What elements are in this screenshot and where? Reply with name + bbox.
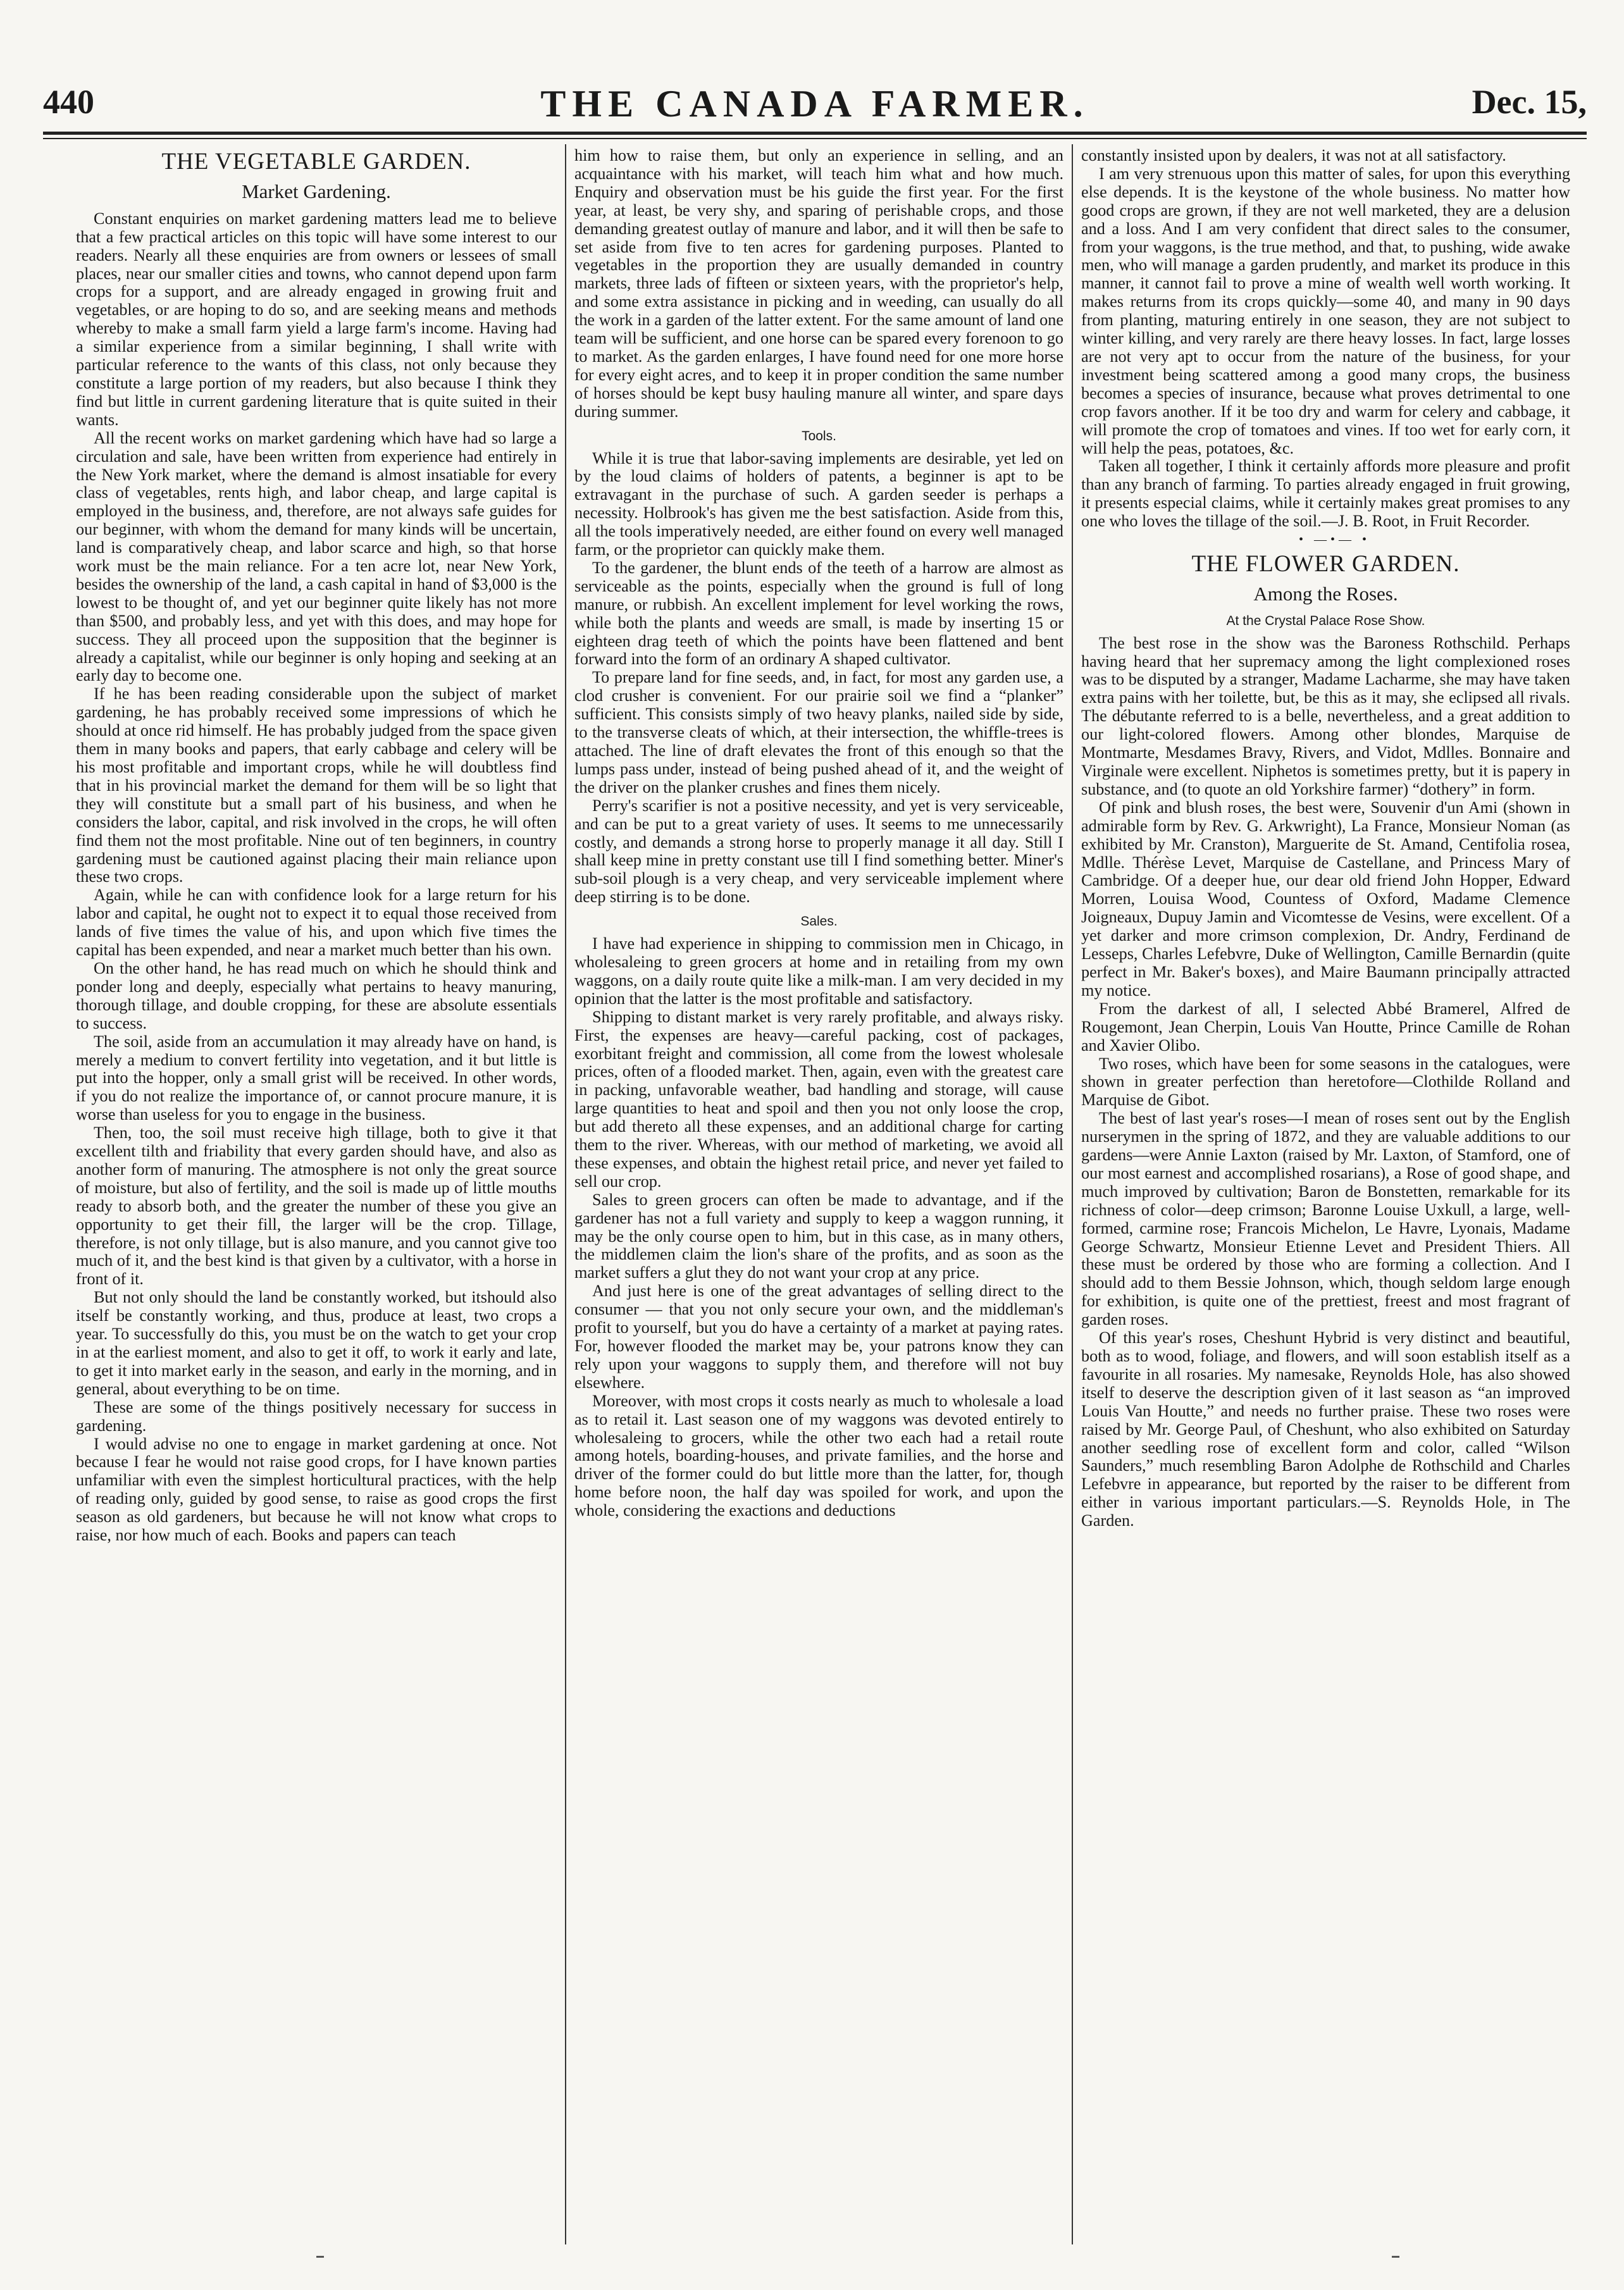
paragraph: Of pink and blush roses, the best were, Souvenir d'un Ami (shown in admirable form by Rev. G. Arkwright), La France, Monsieur Noman (as exhibited by Mr. Cranston), Marguerite de St. Amand, Centifolia rosea, Mdlle. Thérèse Levet, Marquise de Castellane, and Princess Mary of Cambridge. Of a deeper hue, our dear old friend John Hopper, Edward Morren, Louisa Wood, Countess of Oxford, Madame Clemence Joigneaux, Dupuy Jamin and Vicomtesse de Vesins, were excellent. Of a yet darker and more crimson complexion, Dr. Andry, Ferdinand de Lesseps, Charles Lefebvre, Duke of Wellington, Camille Bernardin (quite perfect in Mr. Baker's boxes), and Maire Baumann principally attracted my notice. xyxy=(1081,798,1570,1000)
column-3 xyxy=(1081,147,1570,2241)
paragraph: I am very strenuous upon this matter of sales, for upon this everything else depends. It is the keystone of the whole business. No matter how good crops are grown, if they are not well marketed, they are a delusion and a loss. And I am very confident that direct sales to the consumer, from your waggons, is the true method, and that, to pushing, wide awake men, who will manage a garden prudently, and market its produce in this manner, it cannot fail to prove a mine of wealth well worth working. It makes returns from its crops quickly—some 40, and many in 90 days from planting, maturing entirely in one season, they are not subject to winter killing, and very rarely are there heavy losses. In fact, large losses are not very apt to occur from the nature of the business, for your investment being scattered among a good many crops, the business becomes a species of insurance, because what proves detrimental to one crop favors another. If it be too dry and warm for celery and cabbage, it will promote the crop of tomatoes and vines. If too wet for early corn, it will help the peas, potatoes, &c. xyxy=(1081,164,1570,457)
paragraph: Taken all together, I think it certainly affords more pleasure and profit than any branch of farming. To parties already engaged in fruit growing, it presents especial claims, while it certainly makes great promises to any one who loves the tillage of the soil.—J. B. Root, in Fruit Recorder. xyxy=(1081,457,1570,531)
footer-mark-right xyxy=(1392,2256,1399,2258)
header-rule-thin xyxy=(43,138,1587,139)
paragraph: I have had experience in shipping to commission men in Chicago, in wholesaleing to green grocers at home and in retailing from my own waggons, on a daily route quite like a milk-man. I am very decided in my opinion that the latter is the most profitable and satisfactory. xyxy=(574,934,1063,1008)
paragraph: All the recent works on market gardening which have had so large a circulation and sale, have been written from experience had entirely in the New York market, where the demand is almost insatiable for every class of vegetables, rents high, and labor cheap, and large capital is employed in the business, and, therefore, are not always safe guides for our beginner, with whom the demand for many kinds will be uncertain, land is comparatively cheap, and labor scarce and high, so that horse work must be the main reliance. For a ten acre lot, near New York, besides the ownership of the land, a cash capital in hand of $3,000 is the lowest to be thought of, and yet our beginner quite likely has not more than $500, and probably less, and yet with this does, and may hope for success. They all proceed upon the supposition that the beginner is already a capitalist, while our beginner is only hoping and seeking at an early day to become one. xyxy=(76,428,557,685)
paragraph: The best rose in the show was the Baroness Rothschild. Perhaps having heard that her supremacy among the light complexioned roses was to be disputed by a stranger, Madame Lacharme, she may have taken extra pains with her toilette, but, be this as it may, she eclipsed all rivals. The débutante referred to is a belle, nevertheless, and a great addition to our light-colored flowers. Among other blondes, Marquise de Montmarte, Mesdames Bravy, Rivers, and Vidot, Mdlles. Bonnaire and Virginale were excellent. Niphetos is sometimes pretty, but it is papery in substance, and (to quote an old Yorkshire farmer) “dothery” in form. xyxy=(1081,633,1570,798)
paragraph: If he has been reading considerable upon the subject of market gardening, he has probably received some impressions of which he should at once rid himself. He has probably judged from the space given them in many books and papers, that early cabbage and celery will be his most profitable and important crops, while he will doubtless find that in his provincial market the demand for them will be so light that they will constitute but a small part of his business, and when he considers the labor, capital, and risk involved in the crops, he will often find them not the most profitable. Nine out of ten beginners, in country gardening must be cautioned against placing their main reliance upon these two crops. xyxy=(76,684,557,886)
article-title: Market Gardening. xyxy=(242,180,391,202)
paragraph: Then, too, the soil must receive high tillage, both to give it that excellent tilth and friability that every garden should have, and also as another form of manuring. The atmosphere is not only the great source of moisture, but also of fertility, and the soil is made up of little mouths ready to absorb both, and the greater the number of these you give an opportunity to get their fill, the larger will be the crop. Tillage, therefore, is not only tillage, but is also manure, and you cannot give too much of it, and the best kind is that given by a cultivator, with a horse in front of it. xyxy=(76,1123,557,1289)
column-divider-1 xyxy=(565,144,566,2244)
paragraph: Constant enquiries on market gardening matters lead me to believe that a few practical articles on this topic will have some interest to our readers. Nearly all these enquiries are from owners or lessees of small places, near our smaller cities and towns, who cannot depend upon farm crops for a support, and are already engaged in growing fruit and vegetables, or are hoping to do so, and are seeking means and methods whereby to make a small farm yield a large farm's income. Having had a similar experience from a similar beginning, I shall write with particular reference to the wants of this class, not only because they constitute a large portion of my readers, but also because I think they find but little in current gardening literature that is quite suited in their wants. xyxy=(76,209,557,429)
subheading: At the Crystal Palace Rose Show. xyxy=(1226,613,1425,628)
paragraph: And just here is one of the great advantages of selling direct to the consumer — that you not only secure your own, and the middleman's profit to yourself, but you do have a certainty of a market at paying rates. For, however flooded the market may be, your patrons know they can rely upon your waggons to supply them, and therefore will not buy elsewhere. xyxy=(574,1282,1063,1392)
paragraph: Again, while he can with confidence look for a large return for his labor and capital, he ought not to expect it to equal those received from lands of five times the value of his, and upon which five times the capital has been expended, and near a market much better than his own. xyxy=(76,886,557,960)
newspaper-title: THE CANADA FARMER. xyxy=(540,83,1089,125)
paragraph: From the darkest of all, I selected Abbé Bramerel, Alfred de Rougemont, Jean Cherpin, Louis Van Houtte, Prince Camille de Rohan and Xavier Olibo. xyxy=(1081,999,1570,1055)
paragraph: To the gardener, the blunt ends of the teeth of a harrow are almost as serviceable as the points, especially when the ground is full of long manure, or rubbish. An excellent implement for level working the rows, while both the plants and weeds are small, is made by inserting 15 or eighteen drag teeth of which the points have been flattened and bent forward into the form of an ordinary A shaped cultivator. xyxy=(574,558,1063,669)
paragraph: While it is true that labor-saving implements are desirable, yet led on by the loud claims of holders of patents, a beginner is apt to be extravagant in the purchase of such. A garden seeder is perhaps a necessity. Holbrook's has given me the best satisfaction. Aside from this, all the tools imperatively needed, are either found on every well managed farm, or the proprietor can quickly make them. xyxy=(574,449,1063,559)
article-title: Among the Roses. xyxy=(1253,582,1398,605)
subheading: Sales. xyxy=(800,914,838,929)
paragraph: The soil, aside from an accumulation it may already have on hand, is merely a medium to convert fertility into vegetation, and it but little is put into the hopper, only a small grist will be received. In other words, if you do not realize the importance of, or cannot procure manure, it is worse than useless for you to engage in the business. xyxy=(76,1032,557,1124)
issue-date: Dec. 15, xyxy=(1472,83,1587,121)
masthead xyxy=(43,82,1587,133)
separator-ornament: • —•— • xyxy=(1298,533,1370,547)
paragraph: Two roses, which have been for some seasons in the catalogues, were shown in greater perfection than heretofore—Clothilde Rolland and Marquise de Gibot. xyxy=(1081,1054,1570,1110)
section-heading: THE FLOWER GARDEN. xyxy=(1191,550,1460,577)
header-rule-thick xyxy=(43,132,1587,135)
paragraph: These are some of the things positively necessary for success in gardening. xyxy=(76,1397,557,1435)
page-number: 440 xyxy=(43,83,94,121)
paragraph: Perry's scarifier is not a positive necessity, and yet is very serviceable, and can be put to a great variety of uses. It seems to me unnecessarily costly, and demands a strong horse to properly manage it all day. Still I shall keep mine in pretty constant use till I find something better. Miner's sub-soil plough is a very cheap, and very serviceable implement where deep stirring is to be done. xyxy=(574,796,1063,907)
paragraph: Moreover, with most crops it costs nearly as much to wholesale a load as to retail it. Last season one of my waggons was devoted entirely to wholesaleing to grocers, while the other two each had a retail route among hotels, boarding-houses, and private families, and the horse and driver of the former could do but little more than the latter, for, though home before noon, the half day was spoiled for work, and upon the whole, considering the exactions and deductions xyxy=(574,1391,1063,1520)
subheading: Tools. xyxy=(802,428,836,443)
paragraph: Shipping to distant market is very rarely profitable, and always risky. First, the expenses are heavy—careful packing, cost of packages, exorbitant freight and commission, all come from the lowest wholesale prices, often of a flooded market. Then, again, even with the greatest care in packing, unfavorable weather, bad handling and storage, will cause large quantities to heat and spoil and then you not only loose the crop, but add thereto all these expenses, and an additional charge for carting them to the river. Whereas, with our method of marketing, we avoid all these expenses, and obtain the highest retail price, and never yet failed to sell our crop. xyxy=(574,1007,1063,1191)
paragraph-continued: him how to raise them, but only an experience in selling, and an acquaintance with his market, will teach him what and how much. Enquiry and observation must be his guide the first year. For the first year, at least, be very shy, and sparing of perishable crops, and those demanding greatest outlay of manure and labor, and it will then be safe to set aside from five to ten acres for gardening purposes. Planted to vegetables in the proportion they are usually demanded in country markets, three lads of fifteen or sixteen years, with the proprietor's help, and some extra assistance in picking and in weeding, can usually do all the work in a garden of the latter extent. For the same amount of land one team will be sufficient, and one horse can be spared every forenoon to go to market. As the garden enlarges, I have found need for one more horse for every eight acres, and to keep it in proper condition the same number of horses should be kept busy hauling manure all winter, and spare days during summer. xyxy=(574,147,1063,421)
column-1 xyxy=(76,147,557,2241)
paragraph: Sales to green grocers can often be made to advantage, and if the gardener has not a full variety and supply to keep a waggon running, it may be the only course open to him, but in this case, as in many others, the middlemen claim the lion's share of the profits, and as soon as the market suffers a glut they do not want your crop at any price. xyxy=(574,1190,1063,1282)
paragraph: On the other hand, he has read much on which he should think and ponder long and deeply, especially what pertains to heavy manuring, thorough tillage, and double cropping, for these are absolute essentials to success. xyxy=(76,958,557,1032)
paragraph: But not only should the land be constantly worked, but itshould also itself be constantly working, and thus, produce at least, two crops a year. To successfully do this, you must be on the watch to get your crop in at the earliest moment, and also to get it off, to work it early and late, to get it into market early in the season, and early in the morning, and in general, about everything to be on time. xyxy=(76,1288,557,1398)
paragraph: The best of last year's roses—I mean of roses sent out by the English nurserymen in the spring of 1872, and they are valuable additions to our gardens—were Annie Laxton (raised by Mr. Laxton, of Stamford, one of our most earnest and accomplished rosarians), a Rose of good shape, and much improved by cultivation; Baron de Bonstetten, remarkable for its richness of color—deep crimson; Baronne Louise Uxkull, a large, well-formed, carmine rose; Francois Michelon, Le Havre, Lyonais, Madame George Schwartz, Monsieur Etienne Levet and President Thiers. All these must be ordered by those who are forming a collection. And I should add to them Bessie Johnson, which, though seldom large enough for exhibition, is quite one of the prettiest, freest and most fragrant of garden roses. xyxy=(1081,1109,1570,1329)
paragraph: Of this year's roses, Cheshunt Hybrid is very distinct and beautiful, both as to wood, foliage, and flowers, and will soon establish itself as a favourite in all rosaries. My namesake, Reynolds Hole, has also showed itself to deserve the description given of it last season as “an improved Louis Van Houtte,” and needs no further praise. These two roses were raised by Mr. George Paul, of Cheshunt, who also exhibited on Saturday another seedling rose of excellent form and color, called “Wilson Saunders,” much resembling Baron Adolphe de Rothschild and Charles Lefebvre in appearance, but reported by the raiser to be different from either in various important particulars.—S. Reynolds Hole, in The Garden. xyxy=(1081,1328,1570,1530)
column-2 xyxy=(574,147,1063,2241)
footer-mark-left xyxy=(316,2256,324,2258)
paragraph: I would advise no one to engage in market gardening at once. Not because I fear he would not raise good crops, for I have known parties unfamiliar with even the simplest horticultural practices, with the help of reading only, guided by good sense, to raise as good crops the first season as old gardeners, but because he will not know what crops to raise, nor how much of each. Books and papers can teach xyxy=(76,1434,557,1545)
column-divider-2 xyxy=(1072,144,1073,2244)
paragraph: To prepare land for fine seeds, and, in fact, for most any garden use, a clod crusher is convenient. For our prairie soil we find a “planker” sufficient. This consists simply of two heavy planks, nailed side by side, to the transverse cleats of which, at their intersection, the whiffle-trees is attached. The line of draft elevates the front of this enough so that the lumps pass under, instead of being pushed ahead of it, and the weight of the driver on the planker crushes and fines them nicely. xyxy=(574,668,1063,796)
section-heading: THE VEGETABLE GARDEN. xyxy=(161,149,471,175)
paragraph-continued: constantly insisted upon by dealers, it was not at all satisfactory. xyxy=(1081,147,1506,164)
